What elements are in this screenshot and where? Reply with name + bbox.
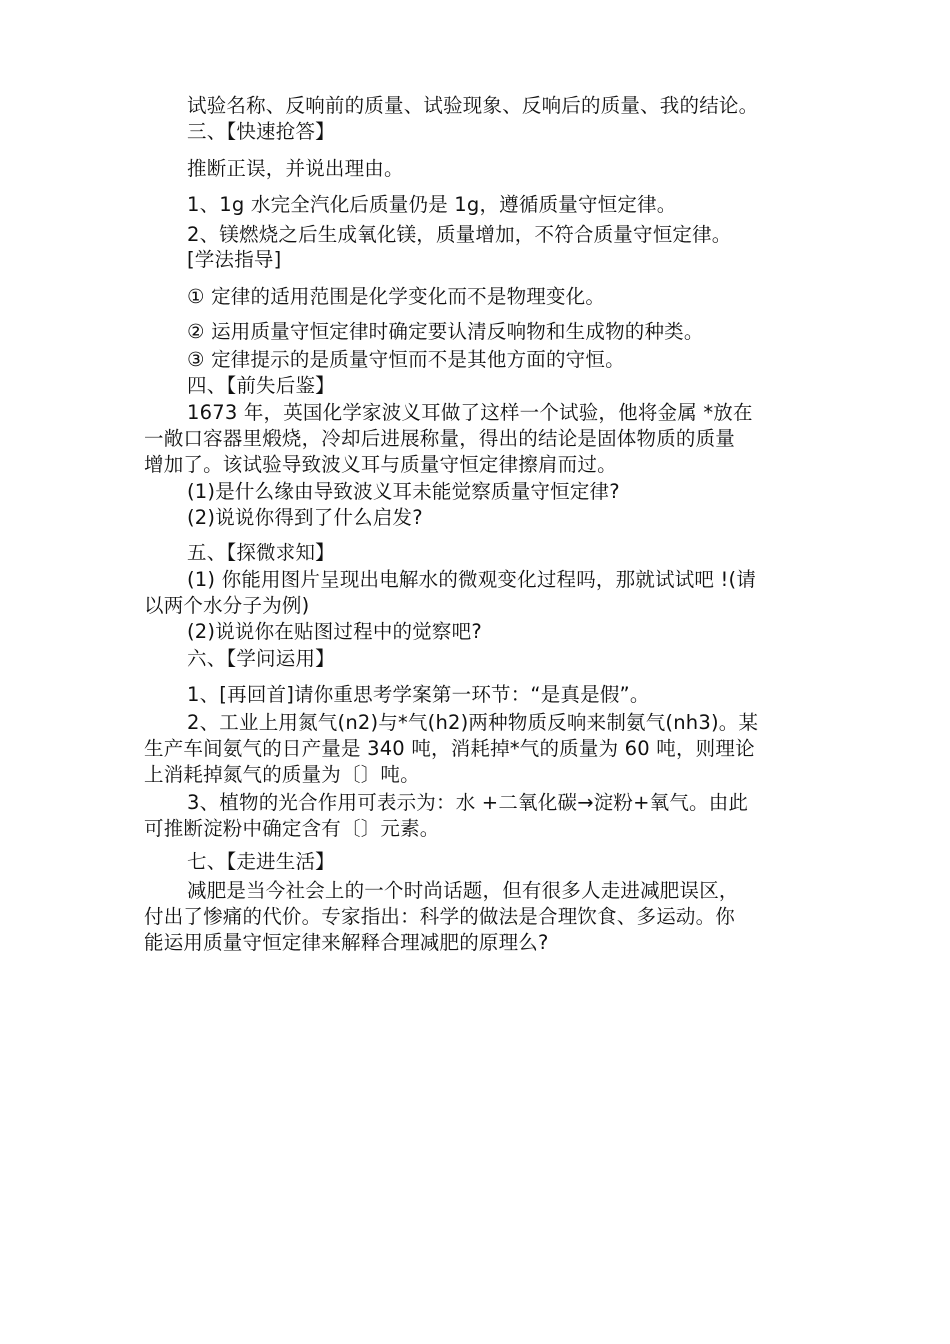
- history-paragraph-line-2: 一敞口容器里煅烧，冷却后进展称量，得出的结论是固体物质的质量: [144, 427, 736, 450]
- study-guide-item-3: ③ 定律提示的是质量守恒而不是其他方面的守恒。: [187, 348, 625, 371]
- life-paragraph-line-3: 能运用质量守恒定律来解释合理减肥的原理么?: [144, 931, 549, 954]
- history-question-1: (1)是什么缘由导致波义耳未能觉察质量守恒定律?: [187, 480, 620, 503]
- study-guide-item-2: ② 运用质量守恒定律时确定要认清反响物和生成物的种类。: [187, 320, 704, 343]
- history-question-2: (2)说说你得到了什么启发?: [187, 506, 423, 529]
- judge-item-2: 2、镁燃烧之后生成氧化镁，质量增加，不符合质量守恒定律。: [187, 223, 732, 246]
- study-guide-item-1: ① 定律的适用范围是化学变化而不是物理变化。: [187, 285, 606, 308]
- history-paragraph-line-1: 1673 年，英国化学家波义耳做了这样一个试验，他将金属 *放在: [187, 401, 753, 424]
- micro-question-1-line-1: (1) 你能用图片呈现出电解水的微观变化过程吗，那就试试吧 !(请: [187, 568, 757, 591]
- study-guide-heading: [学法指导]: [187, 248, 282, 271]
- application-item-2-line-2: 生产车间氨气的日产量是 340 吨，消耗掉*气的质量为 60 吨，则理论: [144, 737, 755, 760]
- judge-item-1: 1、1g 水完全汽化后质量仍是 1g，遵循质量守恒定律。: [187, 193, 677, 216]
- section-5-heading: 五、【探微求知】: [187, 541, 335, 564]
- application-item-3-line-1: 3、植物的光合作用可表示为：水 +二氧化碳→淀粉+氧气。由此: [187, 791, 749, 814]
- application-item-1: 1、[再回首]请你重思考学案第一环节：“是真是假”。: [187, 683, 650, 706]
- section-7-heading: 七、【走进生活】: [187, 850, 335, 873]
- life-paragraph-line-2: 付出了惨痛的代价。专家指出：科学的做法是合理饮食、多运动。你: [144, 905, 736, 928]
- section-4-heading: 四、【前失后鉴】: [187, 374, 335, 397]
- application-item-3-line-2: 可推断淀粉中确定含有〔〕元素。: [144, 817, 440, 840]
- application-item-2-line-3: 上消耗掉氮气的质量为〔〕吨。: [144, 763, 420, 786]
- experiment-record-fields: 试验名称、反响前的质量、试验现象、反响后的质量、我的结论。: [187, 94, 759, 117]
- history-paragraph-line-3: 增加了。该试验导致波义耳与质量守恒定律擦肩而过。: [144, 453, 617, 476]
- section-3-heading: 三、【快速抢答】: [187, 120, 335, 143]
- micro-question-2: (2)说说你在贴图过程中的觉察吧?: [187, 620, 482, 643]
- judge-instruction: 推断正误，并说出理由。: [187, 157, 404, 180]
- application-item-2-line-1: 2、工业上用氮气(n2)与*气(h2)两种物质反响来制氨气(nh3)。某: [187, 711, 759, 734]
- micro-question-1-line-2: 以两个水分子为例): [144, 594, 310, 617]
- life-paragraph-line-1: 减肥是当今社会上的一个时尚话题，但有很多人走进减肥误区，: [187, 879, 739, 902]
- section-6-heading: 六、【学问运用】: [187, 647, 335, 670]
